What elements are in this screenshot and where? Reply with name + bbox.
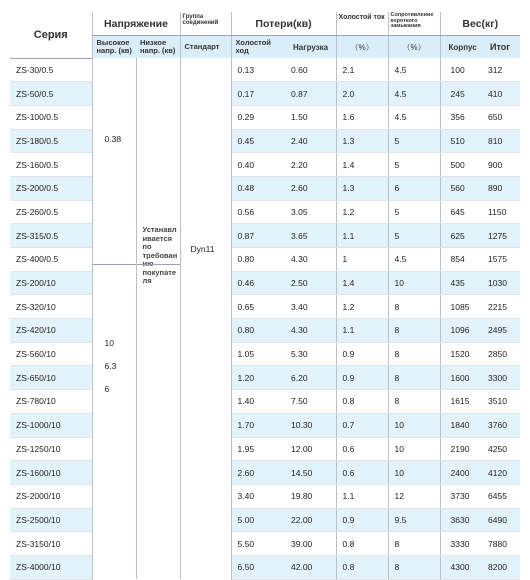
short-circuit-cell: 4.5 — [388, 248, 440, 272]
table-row — [10, 200, 520, 224]
body-weight-cell: 2190 — [440, 437, 482, 461]
header-connection-group: Группа соединений — [180, 12, 231, 36]
noload-current-cell: 0.9 — [336, 366, 388, 390]
noload-loss-cell: 0.45 — [231, 129, 281, 153]
body-weight-cell: 3330 — [440, 532, 482, 556]
table-row — [10, 105, 520, 129]
load-loss-cell: 1.50 — [281, 105, 336, 129]
short-circuit-cell: 10 — [388, 413, 440, 437]
noload-loss-cell: 5.00 — [231, 508, 281, 532]
noload-current-cell: 1.3 — [336, 176, 388, 200]
hv-voltage-cell — [92, 58, 136, 579]
hv-voltage-value: 6 — [104, 384, 110, 394]
table-row — [10, 413, 520, 437]
series-cell: ZS-420/10 — [10, 319, 92, 343]
series-cell: ZS-315/0.5 — [10, 224, 92, 248]
noload-current-cell: 0.9 — [336, 342, 388, 366]
header-total-weight: Итог — [482, 36, 520, 59]
series-cell: ZS-650/10 — [10, 366, 92, 390]
load-loss-cell: 42.00 — [281, 555, 336, 579]
noload-loss-cell: 0.48 — [231, 176, 281, 200]
table-row — [10, 366, 520, 390]
table-row — [10, 58, 520, 82]
load-loss-cell: 22.00 — [281, 508, 336, 532]
load-loss-cell: 3.40 — [281, 295, 336, 319]
short-circuit-cell: 5 — [388, 224, 440, 248]
total-weight-cell: 650 — [482, 105, 520, 129]
transformer-spec-table-container — [10, 12, 520, 580]
noload-current-cell: 2.1 — [336, 58, 388, 82]
short-circuit-cell: 4.5 — [388, 105, 440, 129]
table-row — [10, 224, 520, 248]
table-body — [10, 58, 520, 579]
body-weight-cell: 2400 — [440, 461, 482, 485]
total-weight-cell: 2495 — [482, 319, 520, 343]
load-loss-cell: 14.50 — [281, 461, 336, 485]
noload-current-cell: 0.6 — [336, 437, 388, 461]
short-circuit-cell: 5 — [388, 200, 440, 224]
noload-loss-cell: 5.50 — [231, 532, 281, 556]
short-circuit-cell: 8 — [388, 555, 440, 579]
short-circuit-cell: 10 — [388, 461, 440, 485]
short-circuit-cell: 8 — [388, 295, 440, 319]
total-weight-cell: 4250 — [482, 437, 520, 461]
load-loss-cell: 5.30 — [281, 342, 336, 366]
noload-loss-cell: 1.70 — [231, 413, 281, 437]
lv-voltage-cell — [136, 58, 180, 579]
series-cell: ZS-320/10 — [10, 295, 92, 319]
short-circuit-cell: 4.5 — [388, 82, 440, 106]
noload-loss-cell: 0.65 — [231, 295, 281, 319]
table-row — [10, 319, 520, 343]
body-weight-cell: 4300 — [440, 555, 482, 579]
short-circuit-cell: 5 — [388, 153, 440, 177]
noload-current-cell: 0.8 — [336, 532, 388, 556]
short-circuit-cell: 8 — [388, 319, 440, 343]
total-weight-cell: 410 — [482, 82, 520, 106]
body-weight-cell: 245 — [440, 82, 482, 106]
hv-voltage-group1: 0.38 — [104, 134, 122, 144]
noload-loss-cell: 0.13 — [231, 58, 281, 82]
total-weight-cell: 6455 — [482, 484, 520, 508]
header-short-circuit: Сопротивление короткого замыкания — [388, 12, 440, 36]
series-cell: ZS-50/0.5 — [10, 82, 92, 106]
short-circuit-cell: 8 — [388, 390, 440, 414]
noload-loss-cell: 0.40 — [231, 153, 281, 177]
noload-loss-cell: 0.80 — [231, 248, 281, 272]
header-load-loss: Нагрузка — [281, 36, 336, 59]
body-weight-cell: 1600 — [440, 366, 482, 390]
header-lv: Низкое напр. (кв) — [136, 36, 180, 59]
body-weight-cell: 1096 — [440, 319, 482, 343]
noload-loss-cell: 1.95 — [231, 437, 281, 461]
body-weight-cell: 1615 — [440, 390, 482, 414]
body-weight-cell: 1840 — [440, 413, 482, 437]
noload-loss-cell: 0.80 — [231, 319, 281, 343]
noload-current-cell: 1.6 — [336, 105, 388, 129]
noload-current-cell: 0.8 — [336, 390, 388, 414]
series-cell: ZS-200/0.5 — [10, 176, 92, 200]
connection-group-cell — [180, 58, 231, 579]
short-circuit-cell: 8 — [388, 366, 440, 390]
series-cell: ZS-30/0.5 — [10, 58, 92, 82]
load-loss-cell: 39.00 — [281, 532, 336, 556]
short-circuit-cell: 8 — [388, 532, 440, 556]
noload-current-cell: 1.4 — [336, 153, 388, 177]
body-weight-cell: 500 — [440, 153, 482, 177]
total-weight-cell: 1030 — [482, 271, 520, 295]
noload-current-cell: 1.1 — [336, 484, 388, 508]
short-circuit-cell: 9.5 — [388, 508, 440, 532]
transformer-spec-table — [10, 12, 520, 580]
noload-loss-cell: 1.05 — [231, 342, 281, 366]
short-circuit-cell: 10 — [388, 437, 440, 461]
load-loss-cell: 12.00 — [281, 437, 336, 461]
header-losses: Потери(кв) — [231, 12, 336, 36]
series-cell: ZS-1600/10 — [10, 461, 92, 485]
table-row — [10, 437, 520, 461]
body-weight-cell: 435 — [440, 271, 482, 295]
load-loss-cell: 2.20 — [281, 153, 336, 177]
header-voltage: Напряжение — [92, 12, 180, 36]
body-weight-cell: 356 — [440, 105, 482, 129]
load-loss-cell: 0.60 — [281, 58, 336, 82]
table-row — [10, 461, 520, 485]
noload-current-cell: 1.4 — [336, 271, 388, 295]
table-row — [10, 342, 520, 366]
noload-loss-cell: 6.50 — [231, 555, 281, 579]
series-cell: ZS-2500/10 — [10, 508, 92, 532]
series-cell: ZS-400/0.5 — [10, 248, 92, 272]
table-row — [10, 532, 520, 556]
noload-current-cell: 1.3 — [336, 129, 388, 153]
short-circuit-cell: 8 — [388, 342, 440, 366]
noload-loss-cell: 1.20 — [231, 366, 281, 390]
load-loss-cell: 19.80 — [281, 484, 336, 508]
total-weight-cell: 890 — [482, 176, 520, 200]
short-circuit-cell: 4.5 — [388, 58, 440, 82]
noload-loss-cell: 2.60 — [231, 461, 281, 485]
lv-voltage-note: Устанавливается по требованию покупателя — [142, 225, 178, 285]
series-cell: ZS-3150/10 — [10, 532, 92, 556]
table-row — [10, 271, 520, 295]
header-series: Серия — [10, 12, 92, 58]
total-weight-cell: 900 — [482, 153, 520, 177]
noload-loss-cell: 0.87 — [231, 224, 281, 248]
noload-current-cell: 0.7 — [336, 413, 388, 437]
total-weight-cell: 3760 — [482, 413, 520, 437]
short-circuit-cell: 6 — [388, 176, 440, 200]
table-row — [10, 153, 520, 177]
total-weight-cell: 4120 — [482, 461, 520, 485]
noload-loss-cell: 0.29 — [231, 105, 281, 129]
noload-current-cell: 1 — [336, 248, 388, 272]
series-cell: ZS-200/10 — [10, 271, 92, 295]
noload-current-cell: 0.8 — [336, 555, 388, 579]
noload-current-cell: 0.9 — [336, 508, 388, 532]
total-weight-cell: 1575 — [482, 248, 520, 272]
load-loss-cell: 2.60 — [281, 176, 336, 200]
noload-loss-cell: 0.46 — [231, 271, 281, 295]
body-weight-cell: 625 — [440, 224, 482, 248]
noload-current-cell: 0.6 — [336, 461, 388, 485]
noload-current-cell: 2.0 — [336, 82, 388, 106]
series-cell: ZS-260/0.5 — [10, 200, 92, 224]
table-row — [10, 295, 520, 319]
hv-voltage-value: 10 — [104, 338, 114, 348]
series-cell: ZS-1250/10 — [10, 437, 92, 461]
load-loss-cell: 6.20 — [281, 366, 336, 390]
body-weight-cell: 1520 — [440, 342, 482, 366]
body-weight-cell: 510 — [440, 129, 482, 153]
total-weight-cell: 6490 — [482, 508, 520, 532]
load-loss-cell: 4.30 — [281, 248, 336, 272]
hv-voltage-value: 6.3 — [104, 361, 117, 371]
header-noload-current: Холостой ток — [336, 12, 388, 36]
load-loss-cell: 10.30 — [281, 413, 336, 437]
load-loss-cell: 2.50 — [281, 271, 336, 295]
load-loss-cell: 4.30 — [281, 319, 336, 343]
load-loss-cell: 3.05 — [281, 200, 336, 224]
header-hv: Высокое напр. (кв) — [92, 36, 136, 59]
noload-loss-cell: 0.17 — [231, 82, 281, 106]
table-row — [10, 176, 520, 200]
total-weight-cell: 2850 — [482, 342, 520, 366]
series-cell: ZS-4000/10 — [10, 555, 92, 579]
total-weight-cell: 8200 — [482, 555, 520, 579]
noload-loss-cell: 0.56 — [231, 200, 281, 224]
series-cell: ZS-780/10 — [10, 390, 92, 414]
noload-current-cell: 1.1 — [336, 319, 388, 343]
noload-current-cell: 1.1 — [336, 224, 388, 248]
body-weight-cell: 3730 — [440, 484, 482, 508]
total-weight-cell: 3300 — [482, 366, 520, 390]
header-row-top — [10, 12, 520, 36]
noload-loss-cell: 1.40 — [231, 390, 281, 414]
series-cell: ZS-2000/10 — [10, 484, 92, 508]
noload-current-cell: 1.2 — [336, 200, 388, 224]
load-loss-cell: 3.65 — [281, 224, 336, 248]
body-weight-cell: 854 — [440, 248, 482, 272]
header-current-percent: （%） — [336, 36, 388, 59]
total-weight-cell: 1275 — [482, 224, 520, 248]
header-noload-loss: Холостой ход — [231, 36, 281, 59]
series-cell: ZS-100/0.5 — [10, 105, 92, 129]
table-row — [10, 484, 520, 508]
load-loss-cell: 7.50 — [281, 390, 336, 414]
short-circuit-cell: 10 — [388, 271, 440, 295]
body-weight-cell: 3630 — [440, 508, 482, 532]
noload-current-cell: 1.2 — [336, 295, 388, 319]
total-weight-cell: 1150 — [482, 200, 520, 224]
group-divider — [137, 264, 180, 265]
total-weight-cell: 2215 — [482, 295, 520, 319]
load-loss-cell: 2.40 — [281, 129, 336, 153]
total-weight-cell: 7880 — [482, 532, 520, 556]
total-weight-cell: 3510 — [482, 390, 520, 414]
series-cell: ZS-180/0.5 — [10, 129, 92, 153]
series-cell: ZS-160/0.5 — [10, 153, 92, 177]
header-sc-percent: （%） — [388, 36, 440, 59]
total-weight-cell: 312 — [482, 58, 520, 82]
table-row — [10, 248, 520, 272]
header-body-weight: Корпус — [440, 36, 482, 59]
body-weight-cell: 645 — [440, 200, 482, 224]
body-weight-cell: 100 — [440, 58, 482, 82]
table-row — [10, 508, 520, 532]
table-row — [10, 129, 520, 153]
group-divider — [93, 264, 136, 265]
load-loss-cell: 0.87 — [281, 82, 336, 106]
body-weight-cell: 560 — [440, 176, 482, 200]
header-standard: Стандарт — [180, 36, 231, 59]
body-weight-cell: 1085 — [440, 295, 482, 319]
series-cell: ZS-560/10 — [10, 342, 92, 366]
short-circuit-cell: 12 — [388, 484, 440, 508]
table-row — [10, 82, 520, 106]
noload-loss-cell: 3.40 — [231, 484, 281, 508]
table-row — [10, 390, 520, 414]
series-cell: ZS-1000/10 — [10, 413, 92, 437]
total-weight-cell: 810 — [482, 129, 520, 153]
connection-group-value: Dyn11 — [190, 244, 215, 254]
header-weight: Вес(кг) — [440, 12, 520, 36]
short-circuit-cell: 5 — [388, 129, 440, 153]
